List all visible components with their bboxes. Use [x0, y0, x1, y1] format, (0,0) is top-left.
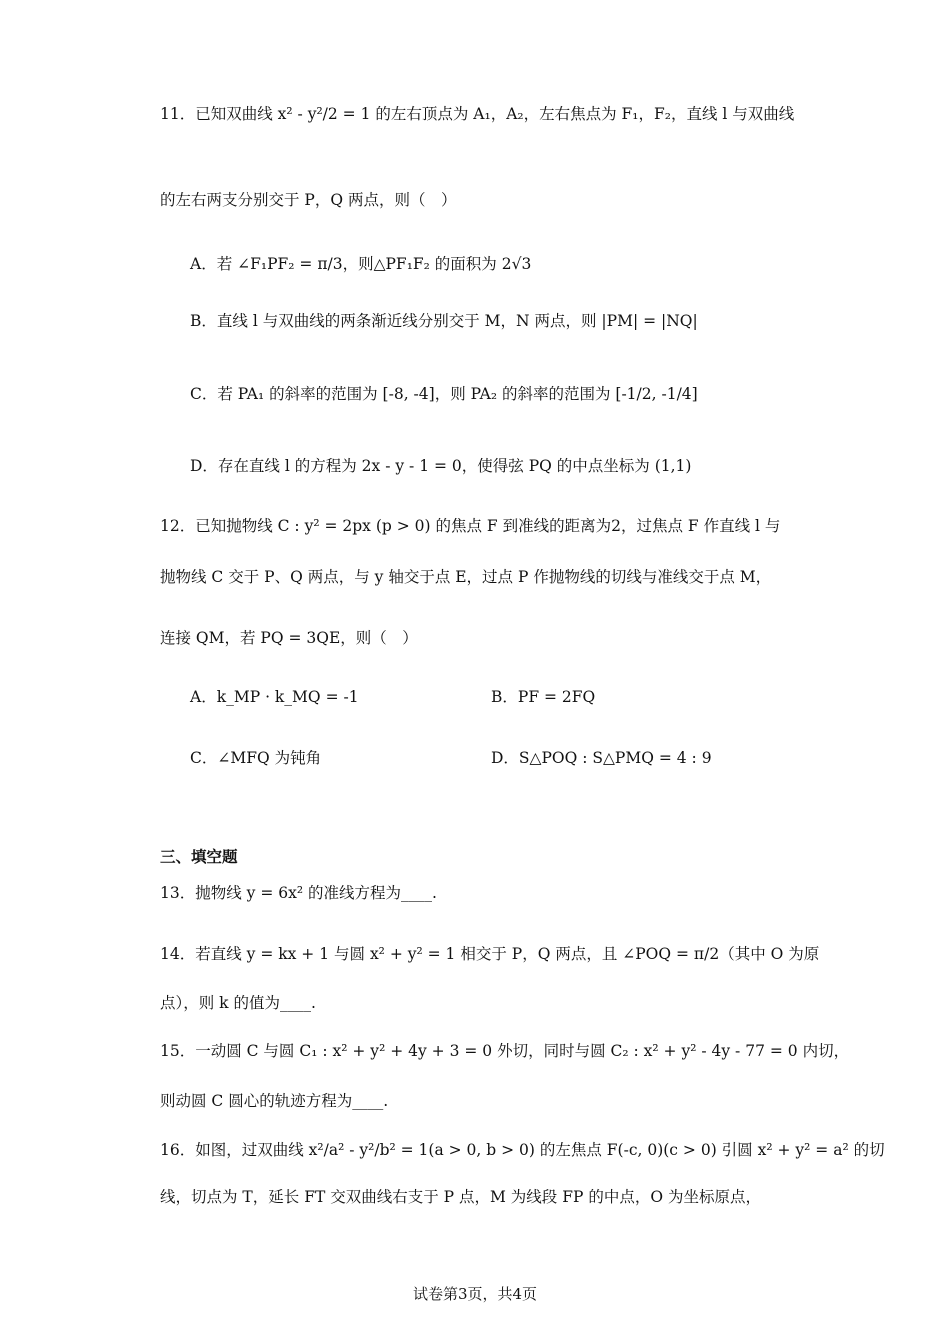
- q12-stem-line-3: 连接 QM，若 PQ = 3QE，则（ ）: [160, 629, 418, 647]
- q12-option-d: D．S△POQ : S△PMQ = 4 : 9: [491, 749, 712, 767]
- q11-option-c: C．若 PA₁ 的斜率的范围为 [-8, -4]，则 PA₂ 的斜率的范围为 [-1/2, -1/4]: [190, 385, 698, 403]
- q12-option-c: C．∠MFQ 为钝角: [190, 749, 322, 767]
- q16-line-1: 16．如图，过双曲线 x²/a² - y²/b² = 1(a > 0, b > 0) 的左焦点 F(-c, 0)(c > 0) 引圆 x² + y² = a² 的切: [160, 1141, 885, 1159]
- q11-stem-line-2: 的左右两支分别交于 P，Q 两点，则（ ）: [160, 191, 457, 209]
- q12-option-b: B．PF = 2FQ: [491, 688, 596, 706]
- q12-stem-line-1: 12．已知抛物线 C : y² = 2px (p > 0) 的焦点 F 到准线的距离为2，过焦点 F 作直线 l 与: [160, 517, 781, 535]
- q11-option-d: D．存在直线 l 的方程为 2x - y - 1 = 0，使得弦 PQ 的中点坐标为 (1,1): [190, 457, 692, 475]
- q14-line-1: 14．若直线 y = kx + 1 与圆 x² + y² = 1 相交于 P，Q 两点，且 ∠POQ = π/2（其中 O 为原: [160, 945, 820, 963]
- q12-option-a: A．k_MP · k_MQ = -1: [190, 688, 359, 706]
- question-13: 13．抛物线 y = 6x² 的准线方程为____.: [160, 884, 437, 902]
- section-heading-fill-in: 三、填空题: [160, 847, 238, 866]
- q11-option-b: B．直线 l 与双曲线的两条渐近线分别交于 M，N 两点，则 |PM| = |NQ|: [190, 312, 698, 330]
- q15-line-2: 则动圆 C 圆心的轨迹方程为____.: [160, 1092, 389, 1110]
- page-footer: 试卷第3页，共4页: [412, 1285, 538, 1303]
- q15-line-1: 15．一动圆 C 与圆 C₁ : x² + y² + 4y + 3 = 0 外切，同时与圆 C₂ : x² + y² - 4y - 77 = 0 内切，: [160, 1042, 850, 1060]
- q12-stem-line-2: 抛物线 C 交于 P、Q 两点，与 y 轴交于点 E，过点 P 作抛物线的切线与准线交于点 M，: [160, 568, 772, 586]
- q16-line-2: 线，切点为 T，延长 FT 交双曲线右支于 P 点，M 为线段 FP 的中点，O 为坐标原点，: [160, 1188, 761, 1206]
- q14-line-2: 点），则 k 的值为____.: [160, 994, 316, 1012]
- q11-option-a: A．若 ∠F₁PF₂ = π/3，则△PF₁F₂ 的面积为 2√3: [190, 255, 532, 273]
- q11-stem-line-1: 11．已知双曲线 x² - y²/2 = 1 的左右顶点为 A₁，A₂，左右焦点为 F₁，F₂，直线 l 与双曲线: [160, 105, 795, 123]
